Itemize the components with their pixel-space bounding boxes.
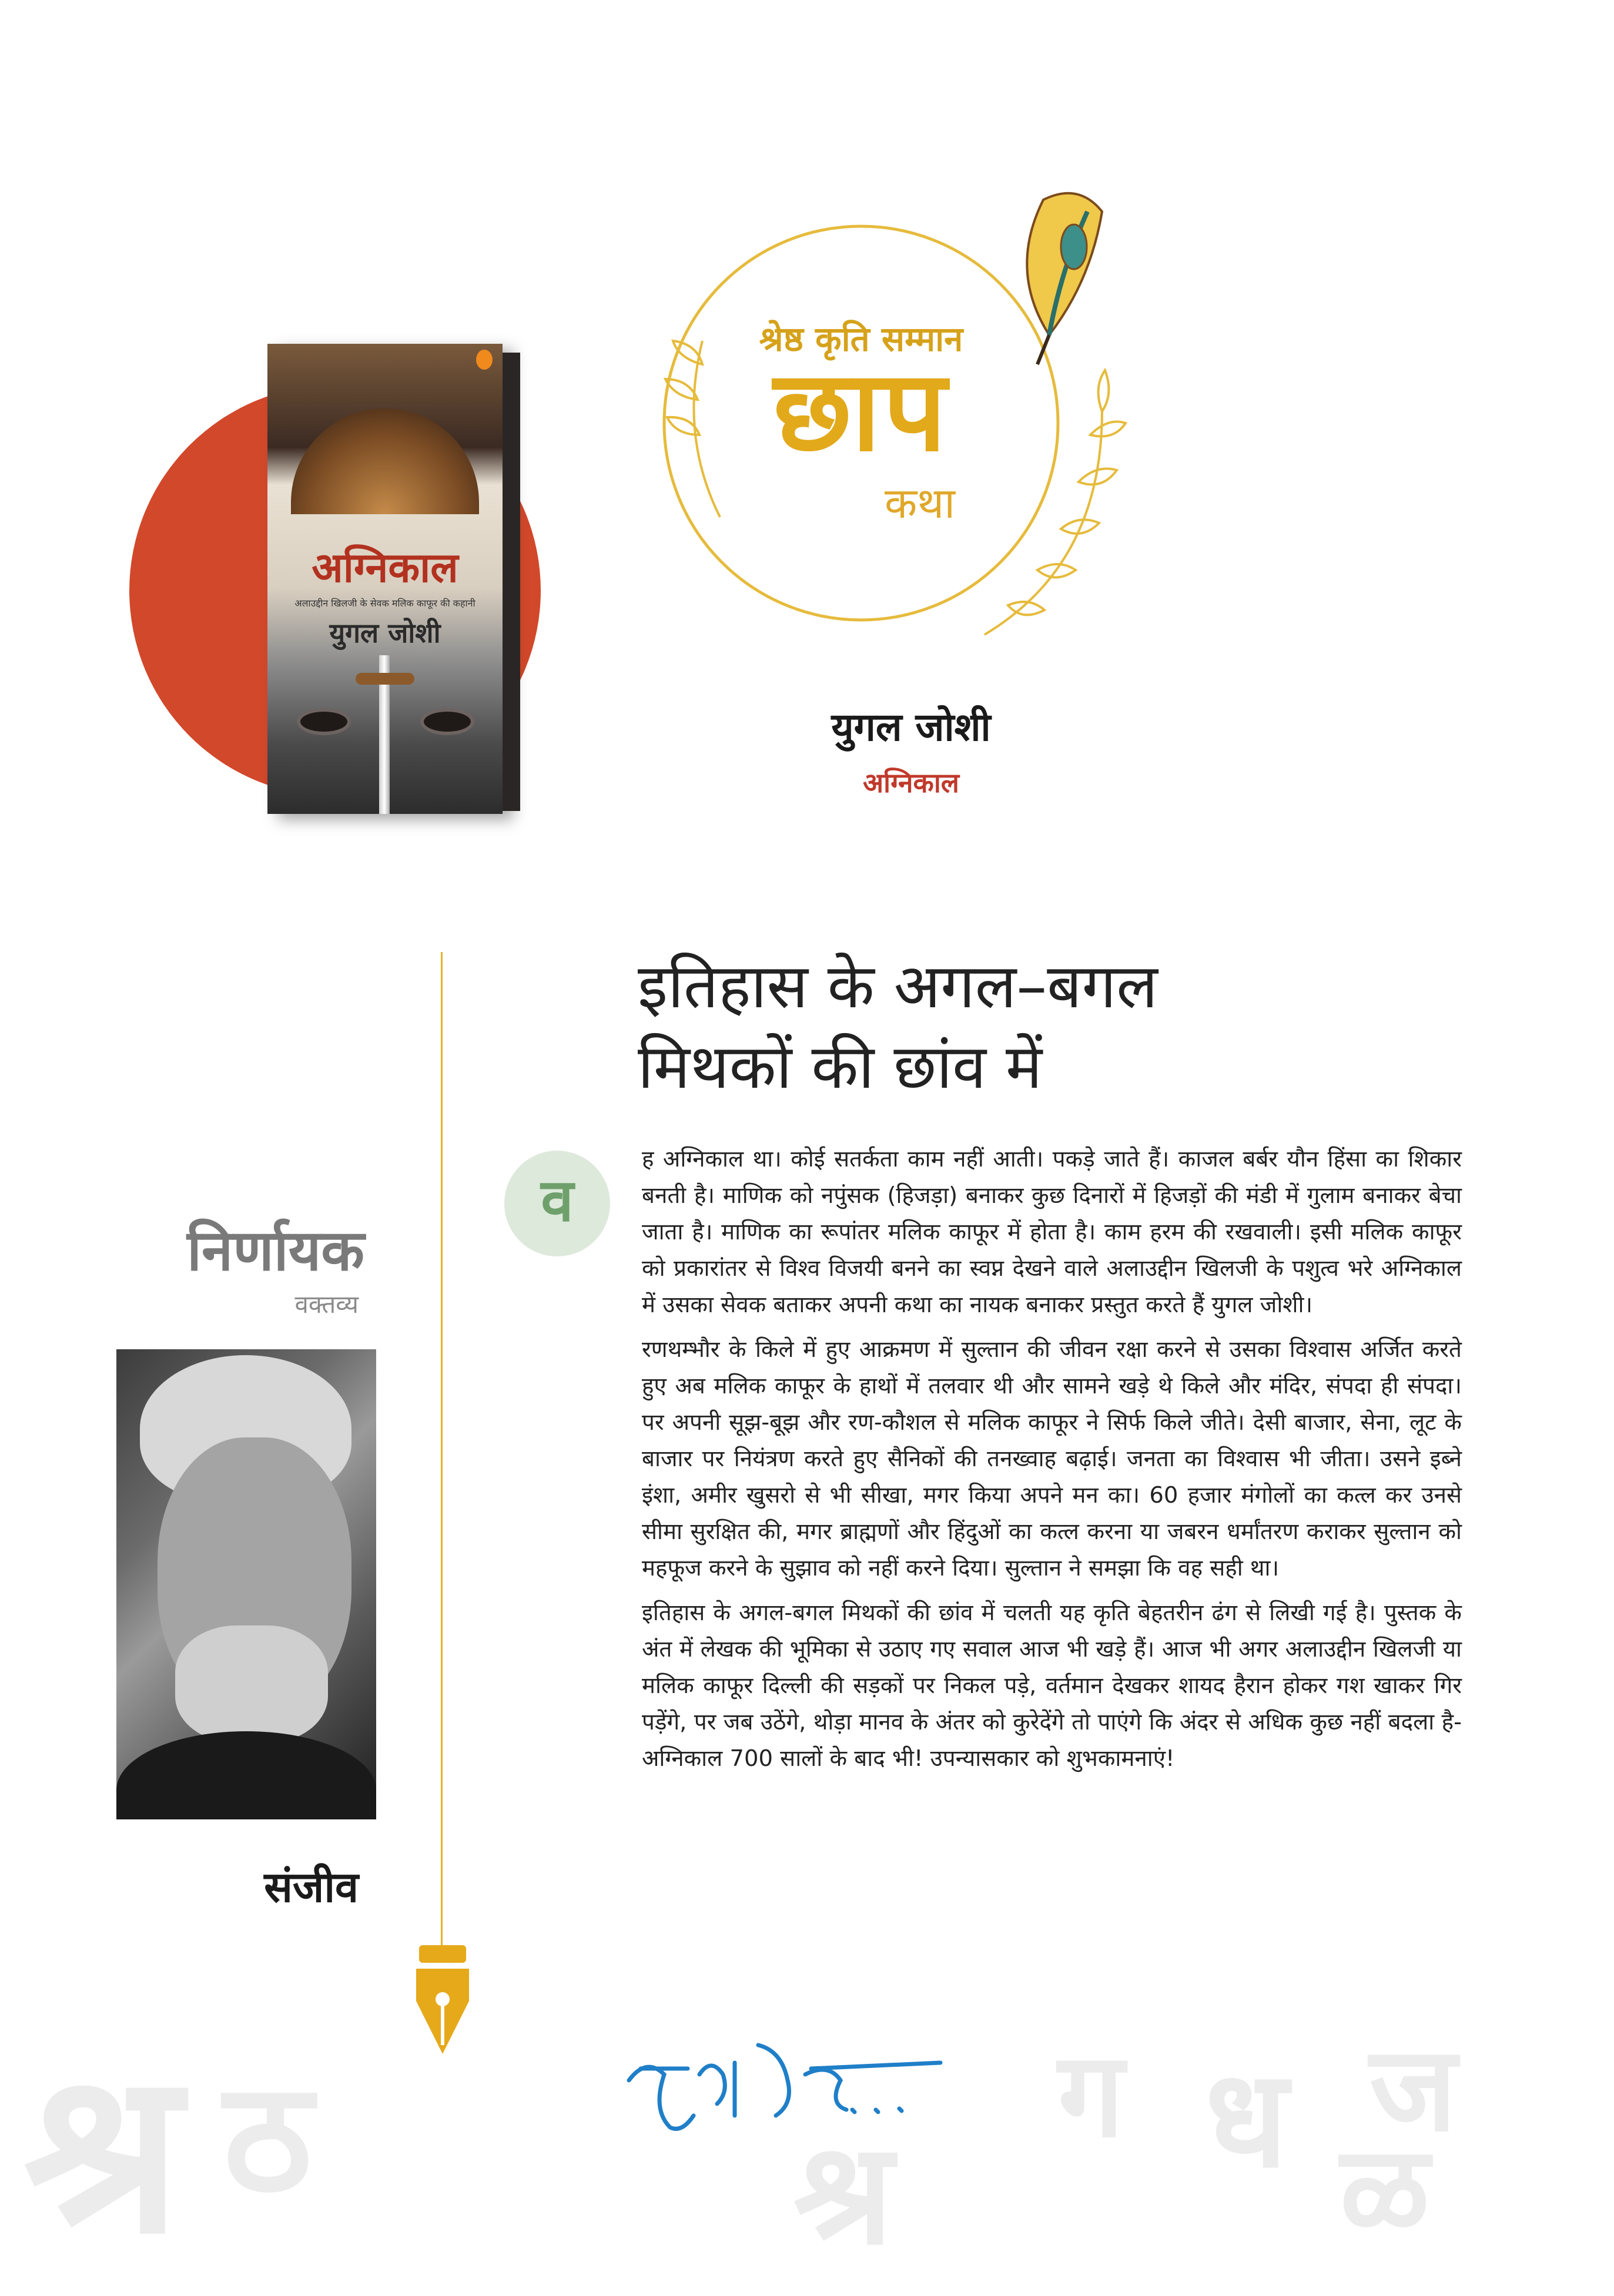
book-name: अग्निकाल — [863, 767, 959, 799]
cover-subtitle: अलाउद्दीन खिलजी के सेवक मलिक काफूर की कहानी — [294, 598, 476, 609]
watermark-letter: ज — [1369, 2020, 1457, 2158]
award-line: श्रेष्ठ कृति सम्मान — [759, 319, 963, 359]
watermark-letter: ळ — [1340, 2120, 1430, 2258]
cover-author: युगल जोशी — [329, 617, 441, 649]
judge-label: निर्णायक — [187, 1218, 364, 1283]
article-paragraph: रणथम्भौर के किले में हुए आक्रमण में सुल्तान की जीवन रक्षा करने से उसका विश्वास अर्जित करते हुए अब मलिक काफूर के हाथों में तलवार थी और सामने खड़े थे किले और मंदिर, संपदा ही संपदा। पर अपनी सूझ-बूझ और रण-कौशल से मलिक काफूर ने सिर्फ किले जीते। देसी बाजार, सेना, लूट के बाजार पर नियंत्रण करते हुए सैनिकों की तनख्वाह बढ़ाई। जनता का विश्वास भी जीता। उसने इब्ने इंशा, अमीर खुसरो से भी सीखा, मगर किया अपने मन का। 60 हजार मंगोलों का कत्ल कर उनसे सीमा सुरक्षित की, मगर ब्राह्मणों और हिंदुओं का कत्ल करना या जबरन धर्मांतरण कराकर सुल्तान को महफूज करने के सुझाव को नहीं करने दिया। सुल्तान ने समझा कि वह सही था। — [642, 1336, 1462, 1581]
judge-name: संजीव — [264, 1862, 359, 1912]
cover-eyes-illustration — [285, 696, 485, 738]
divider-line — [441, 952, 443, 1957]
headline-line-1: इतिहास के अगल–बगल — [638, 950, 1158, 1022]
book-cover-area — [129, 320, 576, 832]
drop-cap: व — [504, 1151, 610, 1256]
cover-title: अग्निकाल — [312, 543, 458, 592]
author-name: युगल जोशी — [831, 705, 991, 750]
judge-portrait — [116, 1349, 376, 1819]
award-title: छाप — [773, 346, 949, 476]
award-emblem — [655, 188, 1208, 670]
book-cover — [267, 344, 503, 814]
sword-guard-illustration — [356, 673, 414, 685]
article-body — [642, 1141, 1462, 1785]
article-headline — [638, 946, 1461, 1108]
book-spine — [503, 353, 520, 811]
signature-image — [617, 2010, 946, 2151]
watermark-letter: श्र — [793, 2110, 893, 2276]
watermark-letter: श्र — [24, 2020, 182, 2283]
watermark-letter: ध — [1205, 2039, 1288, 2198]
article-paragraph: इतिहास के अगल-बगल मिथकों की छांव में चलती यह कृति बेहतरीन ढंग से लिखी गई है। पुस्तक के अंत में लेखक की भूमिका से उठाए गए सवाल आज भी खड़े हैं। आज भी अगर अलाउद्दीन खिलजी या मलिक काफूर दिल्ली की सड़कों पर निकल पड़े, वर्तमान देखकर शायद हैरान होकर गश खाकर गिर पड़ेंगे, पर जब उठेंगे, थोड़ा मानव के अंतर को कुरेदेंगे तो पाएंगे कि अंदर से अधिक कुछ नहीं बदला है-अग्निकाल 700 सालों के बाद भी! उपन्यासकार को शुभकामनाएं! — [642, 1600, 1462, 1772]
watermark-letter: ग — [1058, 2026, 1124, 2164]
pen-nib-icon — [407, 1945, 478, 2057]
headline-line-2: मिथकों की छांव में — [638, 1031, 1043, 1103]
cover-arch-illustration — [291, 408, 479, 514]
judge-subtitle: वक्तव्य — [294, 1290, 359, 1319]
award-subtitle: कथा — [885, 478, 955, 528]
publisher-logo-icon — [476, 350, 493, 370]
watermark-letter: ठ — [223, 2047, 313, 2227]
article-paragraph: ह अग्निकाल था। कोई सतर्कता काम नहीं आती। पकड़े जाते हैं। काजल बर्बर यौन हिंसा का शिकार बनती है। माणिक को नपुंसक (हिजड़ा) बनाकर कुछ दिनारों में हिजड़ों की मंडी में गुलाम बनाकर बेचा जाता है। माणिक का रूपांतर मलिक काफूर में होता है। काम हरम की रखवाली। इसी मलिक काफूर को प्रकारांतर से विश्व विजयी बनने का स्वप्न देखने वाले अलाउद्दीन खिलजी के पशुत्व भरे अग्निकाल में उसका सेवक बताकर अपनी कथा का नायक बनाकर प्रस्तुत करते हैं युगल जोशी। — [642, 1146, 1462, 1318]
